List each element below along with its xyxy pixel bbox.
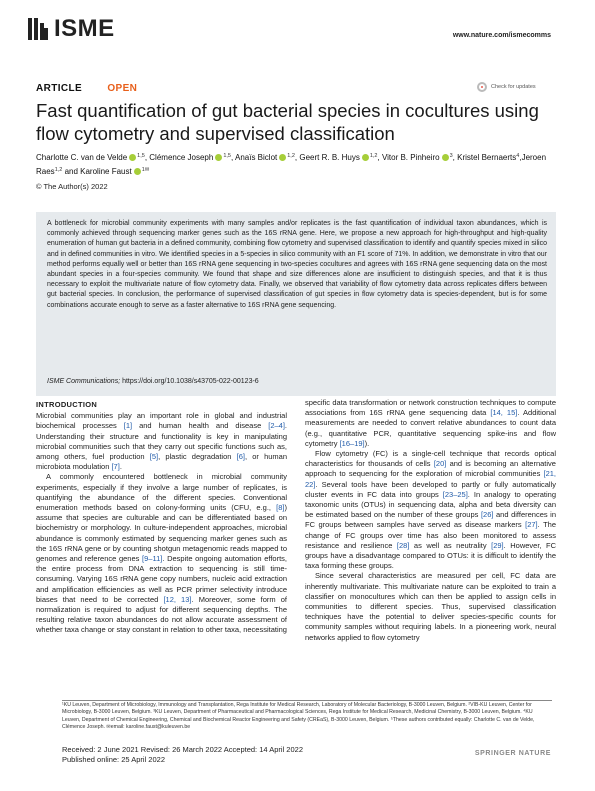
- intro-paragraph-1: [36, 411, 287, 472]
- check-updates-icon: [477, 82, 487, 92]
- body-text: Microbial communities play an important role in global and industrial biochemical processes: [36, 411, 287, 431]
- published-online: Published online: 25 April 2022: [62, 755, 165, 764]
- body-text: and differences in FC groups between samples have served as disease markers: [305, 510, 557, 530]
- author-affiliation-marker: 1,2: [287, 153, 295, 159]
- article-type: [36, 83, 137, 94]
- body-text: specific data transformation or network construction techniques to compute associations from 16S rRNA gene sequencing data: [305, 398, 556, 418]
- section-heading-introduction: INTRODUCTION: [36, 400, 98, 409]
- body-text: . Despite ongoing automation efforts, the entire process from DNA extraction to sequencing is still time-consuming. Varying 16S rRNA gene copy numbers, nucleic acid extraction and amplification efficiencies as well as PCR primer selectivity introduce biases that need to be corrected: [36, 554, 287, 604]
- isme-logo-icon: [28, 18, 48, 40]
- reference-link[interactable]: [7]: [111, 462, 120, 472]
- author-affiliation-marker: 1,2: [54, 167, 63, 173]
- author-separator: ,: [294, 153, 300, 162]
- reference-link[interactable]: [27]: [525, 520, 538, 530]
- author-name[interactable]: Charlotte C. van de Velde: [36, 153, 128, 162]
- footnote-divider: [62, 700, 552, 701]
- body-column-left: [36, 400, 287, 636]
- reference-link[interactable]: [2–4]: [268, 421, 285, 431]
- reference-link[interactable]: [1]: [123, 421, 133, 431]
- reference-link[interactable]: [23–25]: [442, 489, 468, 499]
- intro-paragraph-2: [36, 472, 287, 635]
- intro-paragraph-5: [305, 571, 556, 642]
- author-name[interactable]: Vitor B. Pinheiro: [381, 153, 440, 162]
- body-text: . However, FC groups have a disadvantage compared to OTUs: it is difficult to identify the taxa forming these groups.: [305, 540, 556, 571]
- author-name[interactable]: Jeroen Raes: [36, 153, 547, 176]
- author-separator: and: [62, 167, 81, 176]
- reference-link[interactable]: [16–19]: [339, 438, 365, 448]
- article-title: Fast quantification of gut bacterial species in cocultures using flow cytometry and supervised classification: [36, 100, 539, 144]
- author-separator: ,: [452, 153, 458, 162]
- body-text: ).: [364, 438, 370, 448]
- orcid-icon[interactable]: [362, 154, 369, 161]
- isme-logo: [28, 17, 115, 41]
- author-separator: ,: [144, 153, 150, 162]
- author-name[interactable]: Kristel Bernaerts: [457, 153, 517, 162]
- author-affiliation-marker: 1,5: [223, 153, 231, 159]
- orcid-icon[interactable]: [134, 168, 141, 175]
- publication-dates: [62, 745, 303, 765]
- orcid-icon[interactable]: [279, 154, 286, 161]
- author-name[interactable]: Clémence Joseph: [149, 153, 214, 162]
- body-text: ) assume that species are culturable and can be differentiated based on biochemistry or morphology. In culture-independent approaches, microbial abundance is commonly estimated by sequencing marker genes such as the 16S rRNA gene or by counting shotgun metagenomic reads mapped to genomes and reference genes: [36, 503, 287, 564]
- affiliation-footnotes: ¹KU Leuven, Department of Microbiology, Immunology and Transplantation, Rega Institute for Medical Research, Laboratory of Molecular Bacteriology, B-3000 Leuven, Belgium. ²VIB-KU Leuven, Center for Microbiology, B-3000 Leuven, Belgium. ³KU Leuven, Department of Pharmaceutical and Pharmacological Sciences, Rega Institute for Medical Research, Medicinal Chemistry, B-3000 Leuven, Belgium. ⁴KU Leuven, Department of Chemical Engineering, Chemical and Biochemical Reactor Engineering and Safety (CREaS), B-3000 Leuven, Belgium. ⁵These authors contributed equally: Charlotte C. van de Velde, Clémence Joseph. ✉email: karoline.faust@kuleuven.be: [62, 702, 535, 731]
- reference-link[interactable]: [8]: [276, 503, 285, 513]
- author-list: [36, 150, 556, 178]
- abstract-text: A bottleneck for microbial community experiments with many samples and/or replicates is the fast quantification of individual taxon abundances, which is commonly achieved through sequencing marker genes such as the 16S rRNA gene. Here, we propose a new approach for high-throughput and high-quality enumeration of human gut bacteria in a defined community, combining flow cytometry and supervised classification to identify and quantify species mixed in silico and in defined communities in vitro. We identified species in a 5-species in silico community with an F1 score of 71%. In addition, we demonstrate in vitro that our method performs equally well or better than 16S rRNA gene sequencing in two-species cocultures and agrees with 16S rRNA gene sequencing data on the most abundant species in a four-species community. We found that shape and size differences alone are insufficient to distinguish species, and that it is thus necessary to exploit the multivariate nature of flow cytometry data. Finally, we observed that variability of flow cytometry data across replicates differs between gut bacterial species. In conclusion, the performance of supervised classification of gut species in flow cytometry data is species-dependent, but is for some combinations accurate enough to serve as a faster alternative to 16S rRNA gene sequencing.: [47, 220, 547, 309]
- reference-link[interactable]: [21, 22]: [305, 469, 556, 489]
- logo-text: ISME: [54, 15, 115, 42]
- body-text: . Additional measurements are needed to convert relative abundances to count data (e.g., quantitative PCR, quantitative sequencing spike-ins and flow cytometry: [305, 408, 556, 448]
- body-text: . In analogy to operating taxonomic units (OTUs) in sequencing data, alpha and beta diversity can be estimated based on the number of these groups: [305, 489, 556, 520]
- citation-line: [47, 378, 547, 385]
- body-text: . The change of FC groups over time has also been monitored to assess resistance and resilience: [305, 520, 556, 550]
- body-text: . Understanding their structure and functionality is key in manipulating microbial communities such that they carry out specific functions such as, among others, fuel production: [36, 421, 288, 462]
- body-text: Flow cytometry (FC) is a single-cell technique that records optical characteristics for thousands of cells: [305, 449, 556, 469]
- reference-link[interactable]: [6]: [236, 452, 245, 462]
- body-text: and human health and disease: [132, 421, 269, 431]
- reference-link[interactable]: [28]: [396, 540, 410, 550]
- body-text: Since several characteristics are measured per cell, FC data are inherently multivariate. This multivariate nature can be exploited to train a classifier on monocultures which can then be applied to assign cells in communities to different species. Thus, supervised classification techniques have the potential to deliver species-specific counts for community samples without requiring labels. In a pioneering work, neural networks applied to flow cytometry: [305, 571, 556, 642]
- orcid-icon[interactable]: [442, 154, 449, 161]
- reference-link[interactable]: [9–11]: [142, 554, 163, 564]
- body-text: A commonly encountered bottleneck in microbial community experiments, especially if they involve a large number of replicates, is quantifying the abundance of the different species. Conventional enumeration methods based on colony-forming units (CFU, e.g.,: [36, 472, 287, 513]
- intro-paragraph-3: [305, 398, 556, 449]
- body-text: , plastic degradation: [158, 452, 237, 462]
- citation-doi[interactable]: https://doi.org/10.1038/s43705-022-00123-6: [120, 378, 259, 385]
- author-affiliation-marker: 3: [449, 153, 453, 159]
- reference-link[interactable]: [29]: [491, 540, 504, 550]
- open-access-label: OPEN: [107, 83, 138, 94]
- body-text: . Several tools have been developed to partly or fully automatically cluster events in FC data into groups: [305, 479, 556, 499]
- orcid-icon[interactable]: [215, 154, 222, 161]
- author-name[interactable]: Geert R. B. Huys: [299, 153, 360, 162]
- check-updates-label: Check for updates: [491, 83, 536, 90]
- author-affiliation-marker: 4: [516, 153, 520, 159]
- intro-paragraph-4: [305, 449, 556, 571]
- body-column-right: [305, 398, 556, 643]
- body-text: .: [119, 462, 122, 472]
- journal-url[interactable]: www.nature.com/ismecomms: [452, 32, 551, 39]
- copyright-notice: © The Author(s) 2022: [36, 182, 108, 191]
- author-separator: ,: [519, 153, 522, 162]
- author-affiliation-marker: 1✉: [141, 167, 150, 173]
- body-text: as well as neutrality: [409, 540, 492, 550]
- orcid-icon[interactable]: [129, 154, 136, 161]
- publisher-logo: SPRINGER NATURE: [474, 750, 551, 757]
- reference-link[interactable]: [12, 13]: [163, 594, 192, 604]
- author-affiliation-marker: 1,5: [137, 153, 145, 159]
- body-text: , or human microbiota modulation: [36, 452, 288, 472]
- received-revised-accepted: Received: 2 June 2021 Revised: 26 March 2022 Accepted: 14 April 2022: [62, 745, 303, 754]
- author-name[interactable]: Karoline Faust: [80, 167, 132, 176]
- author-affiliation-marker: 1,2: [369, 153, 378, 159]
- author-name[interactable]: Anaïs Biclot: [235, 153, 278, 162]
- article-kind: ARTICLE: [36, 83, 83, 94]
- body-text: . Moreover, some form of normalization is required to adjust for different sequencing depths. The resulting relative taxon abundances do not allow accurate assessment of whether taxa change or stay constant in relation to other taxa, necessitating: [36, 594, 287, 635]
- reference-link[interactable]: [20]: [433, 459, 447, 469]
- reference-link[interactable]: [14, 15]: [490, 408, 518, 418]
- author-separator: ,: [230, 153, 235, 162]
- check-for-updates-button[interactable]: [477, 80, 551, 93]
- author-separator: ,: [377, 153, 382, 162]
- reference-link[interactable]: [26]: [480, 510, 494, 520]
- citation-journal: ISME Communications;: [47, 378, 121, 385]
- body-text: and is becoming an alternative approach to sequencing for the exploration of microbial communities: [305, 459, 556, 479]
- reference-link[interactable]: [5]: [149, 452, 159, 462]
